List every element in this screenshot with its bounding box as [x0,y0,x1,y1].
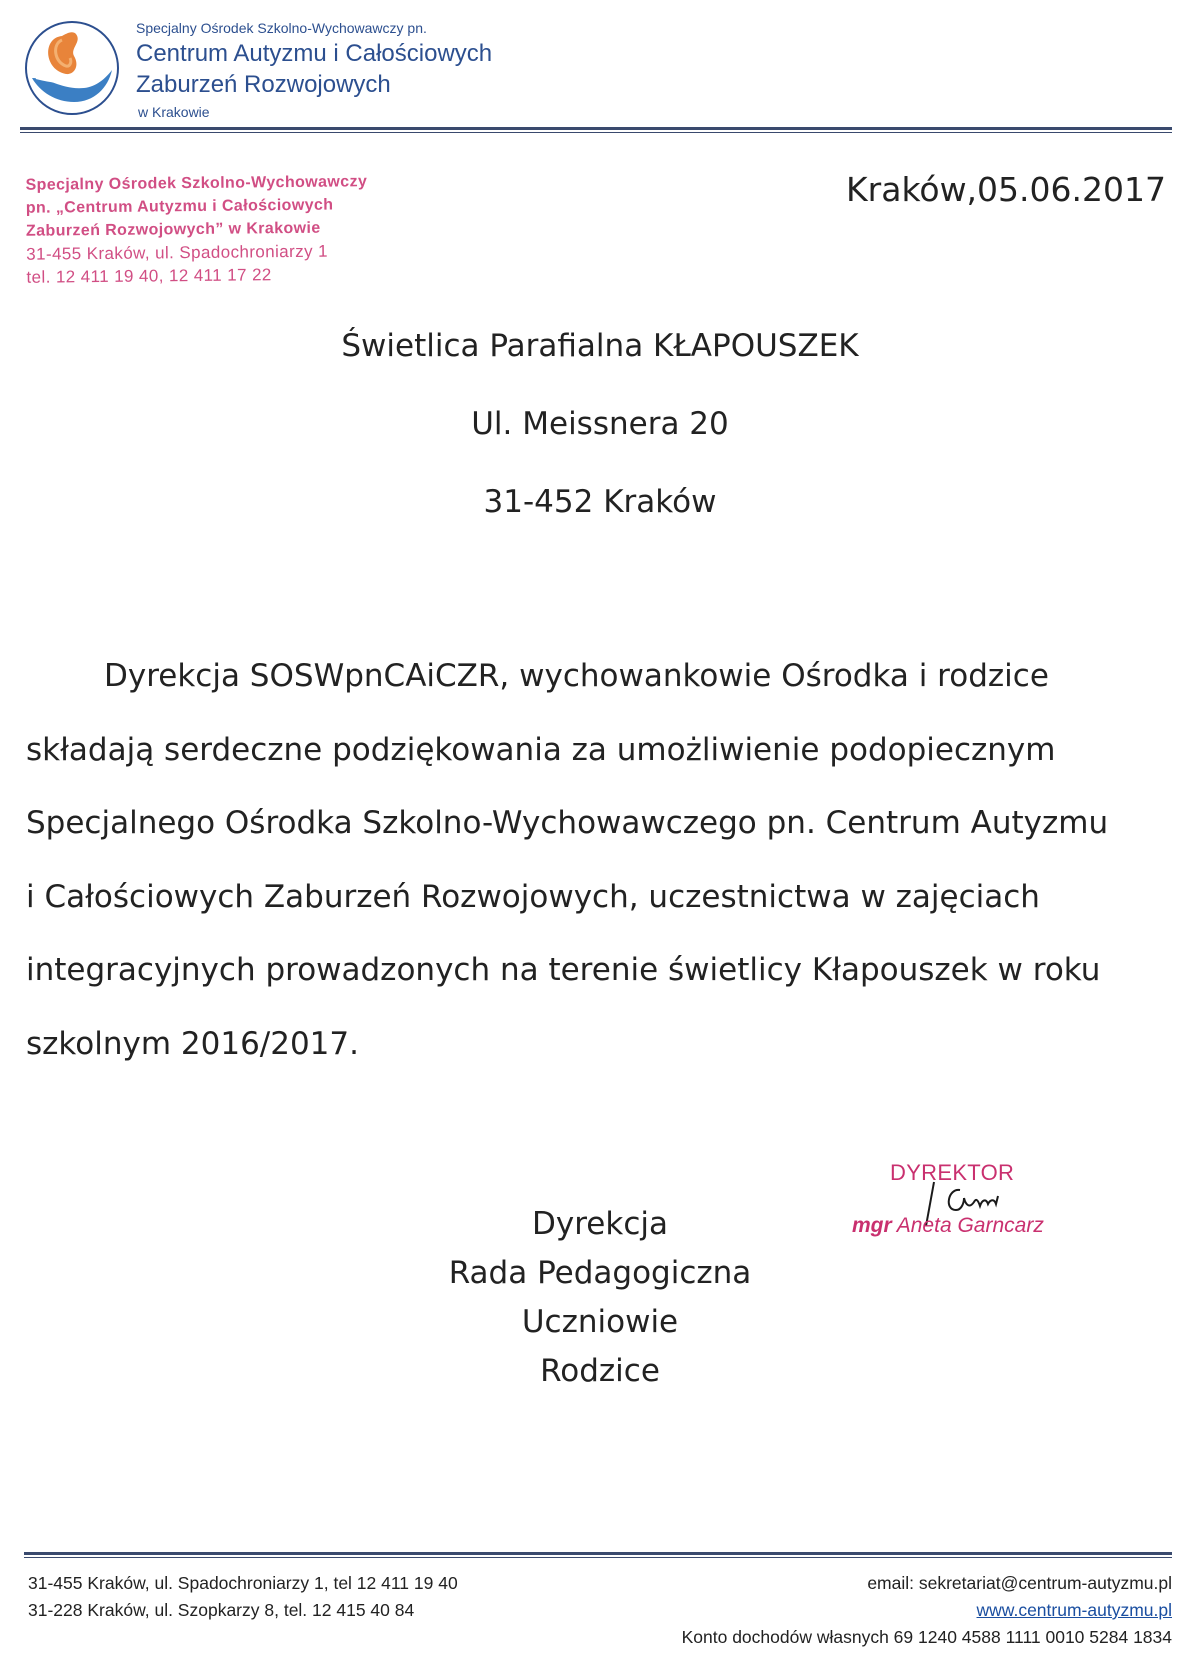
recipient-street: Ul. Meissnera 20 [471,406,729,442]
footer-address-secondary: 31-228 Kraków, ul. Szopkarzy 8, tel. 12 415 40 84 [28,1600,415,1620]
footer-divider-thin [24,1557,1172,1558]
stamp-line: 31-455 Kraków, ul. Spadochroniarzy 1 [26,241,329,264]
body-line: Dyrekcja SOSWpnCAiCZR, wychowankowie Ośrodka i rodzice [104,658,1049,694]
director-name-text: Aneta Garncarz [896,1214,1044,1237]
letter-body [26,640,1172,1082]
institution-stamp [25,170,368,289]
stamp-line: tel. 12 411 19 40, 12 411 17 22 [26,265,272,287]
header-institution-name-line2: Zaburzeń Rozwojowych [136,71,391,98]
signer-item: Rada Pedagogiczna [448,1255,752,1291]
stamp-line: pn. „Centrum Autyzmu i Całościowych [25,196,334,217]
header-institution-name-line1: Centrum Autyzmu i Całościowych [136,40,493,67]
header-divider [20,127,1172,130]
header-institution-type: Specjalny Ośrodek Szkolno-Wychowawczy pn. [136,20,427,36]
signers-list [0,1200,1200,1396]
stamp-line: Zaburzeń Rozwojowych” w Krakowie [25,219,321,240]
director-name-prefix: mgr [852,1214,892,1237]
body-line: integracyjnych prowadzonych na terenie świetlicy Kłapouszek w roku [26,952,1101,989]
footer-address-primary: 31-455 Kraków, ul. Spadochroniarzy 1, tel 12 411 19 40 [28,1573,458,1593]
letter-date: Kraków,05.06.2017 [846,170,1166,209]
header-city: w Krakowie [138,104,210,120]
footer-bank-account: Konto dochodów własnych 69 1240 4588 1111 0010 5284 1834 [681,1627,1172,1647]
body-line: i Całościowych Zaburzeń Rozwojowych, uczestnictwa w zajęciach [26,878,1040,915]
footer-website-link[interactable]: www.centrum-autyzmu.pl [976,1600,1172,1620]
recipient-city: 31-452 Kraków [483,484,717,520]
footer-email: email: sekretariat@centrum-autyzmu.pl [867,1573,1172,1593]
body-line: składają serdeczne podziękowania za umożliwienie podopiecznym [26,731,1056,768]
footer-divider [24,1552,1172,1555]
signer-item: Uczniowie [521,1304,679,1340]
signer-item: Rodzice [540,1353,660,1389]
signer-item: Dyrekcja [532,1206,668,1242]
organization-logo-icon [22,18,122,118]
stamp-line: Specjalny Ośrodek Szkolno-Wychowawczy [25,173,368,194]
header-divider-thin [20,132,1172,133]
recipient-name: Świetlica Parafialna KŁAPOUSZEK [341,328,859,364]
body-line: szkolnym 2016/2017. [26,1025,359,1062]
body-line: Specjalnego Ośrodka Szkolno-Wychowawczego pn. Centrum Autyzmu [26,805,1109,842]
director-title: DYREKTOR [890,1160,1015,1185]
